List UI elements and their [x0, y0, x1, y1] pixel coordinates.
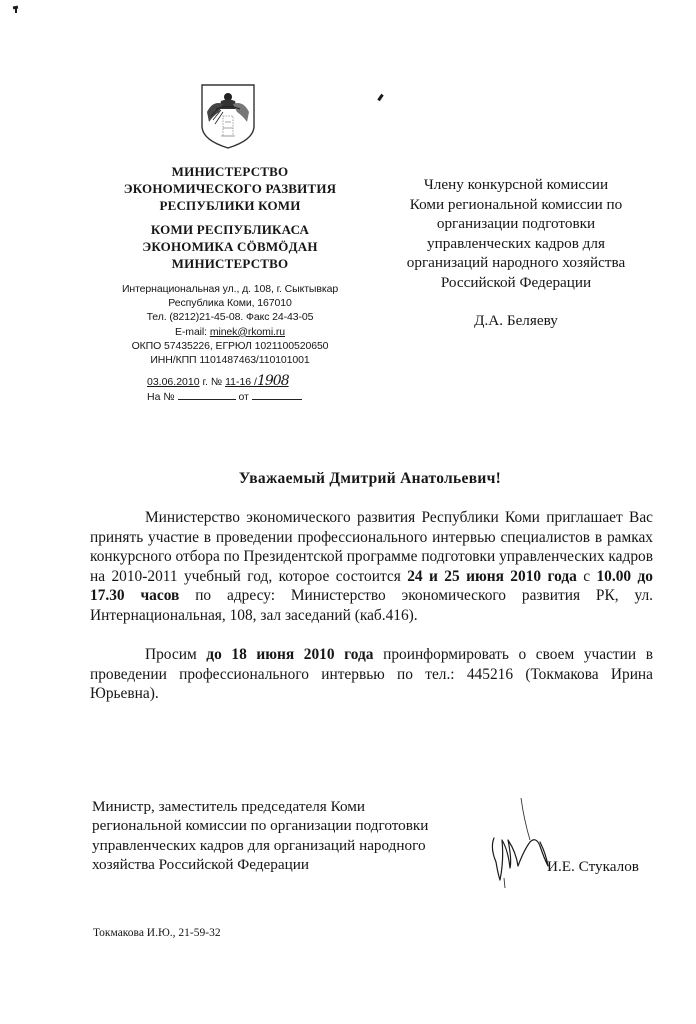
addressee-block: [372, 175, 660, 293]
registration-number-value: 11-16 /: [225, 376, 257, 388]
signer-name: И.Е. Стукалов: [547, 858, 639, 875]
ministry-title-line: КОМИ РЕСПУБЛИКАСА: [150, 222, 310, 237]
reference-label: На №: [147, 391, 175, 403]
phone-fax: Тел. (8212)21-45-08. Факс 24-43-05: [146, 311, 314, 324]
ministry-title-komi: [100, 221, 360, 272]
paragraph-text: проинформировать о своем участии в проведении профессионального интервью по тел.: 445216 (Токмакова Ирина Юрьевна).: [90, 646, 653, 703]
event-dates: 24 и 25 июня 2010 года: [407, 567, 577, 585]
ministry-title-line: ЭКОНОМИЧЕСКОГО РАЗВИТИЯ: [123, 181, 337, 196]
addressee-name: Д.А. Беляеву: [474, 312, 558, 329]
addressee-line: организации подготовки: [436, 215, 596, 233]
komi-coat-of-arms-icon: [199, 82, 257, 150]
signer-position-line: управленческих кадров для организаций народного: [92, 836, 426, 854]
response-deadline: до 18 июня 2010 года: [206, 646, 374, 663]
paragraph-text: Просим: [145, 646, 207, 663]
registration-number: [147, 374, 289, 390]
ministry-title-line: РЕСПУБЛИКИ КОМИ: [159, 198, 301, 213]
signer-position: [92, 797, 452, 875]
paragraph-text: Министерство экономического развития Республики Коми приглашает Вас принять участие в проведении профессионального интервью специалистов в рамках конкурсного отбора по Президентской программе подготовки управленческих кадров на 2010-2011 учебный год, которое состоится: [90, 509, 653, 585]
email-label: E-mail:: [175, 325, 207, 338]
addressee-line: организаций народного хозяйства: [406, 254, 626, 272]
address-line: Республика Коми, 167010: [168, 297, 292, 310]
letter-paragraph-2: [90, 645, 653, 704]
addressee-line: Члену конкурсной комиссии: [423, 176, 609, 193]
address-line: Интернациональная ул., д. 108, г. Сыктывкар: [121, 283, 339, 295]
okpo-ogrn: ОКПО 57435226, ЕГРЮЛ 1021100520650: [131, 339, 329, 352]
inn-kpp: ИНН/КПП 1101487463/110101001: [150, 354, 310, 367]
registration-label: г. №: [202, 376, 223, 388]
letter-paragraph-1: [90, 508, 653, 626]
addressee-line: Коми региональной комиссии по: [409, 195, 623, 213]
ministry-title-line: МИНИСТЕРСТВО: [171, 256, 289, 271]
signer-position-line: региональной комиссии по организации подготовки: [92, 817, 429, 835]
executor-contact: Токмакова И.Ю., 21-59-32: [93, 927, 221, 939]
ministry-contacts: [100, 282, 360, 367]
addressee-line: Российской Федерации: [440, 273, 592, 291]
scan-mark: [377, 94, 383, 101]
email-link[interactable]: minek@rkomi.ru: [209, 325, 285, 338]
event-time: 10.00 до 17.30 часов: [90, 567, 653, 605]
email-line: [100, 325, 360, 339]
paragraph-text: по адресу: Министерство экономического развития РК, ул. Интернациональная, 108, зал заседаний (каб.416).: [90, 587, 653, 624]
signer-position-line: хозяйства Российской Федерации: [92, 856, 309, 874]
reference-date-blank: [252, 390, 302, 400]
ministry-title-line: ЭКОНОМИКА СÖВМÖДАН: [142, 239, 318, 254]
greeting: Уважаемый Дмитрий Анатольевич!: [238, 470, 502, 487]
registration-date: 03.06.2010: [147, 376, 200, 388]
handwritten-number: 1908: [256, 373, 289, 389]
addressee-line: управленческих кадров для: [427, 234, 605, 252]
reference-from-label: от: [238, 391, 249, 403]
reference-line: [147, 390, 302, 405]
scan-mark: [15, 8, 17, 13]
signer-position-line: Министр, заместитель председателя Коми: [92, 798, 365, 815]
ministry-title-ru: [100, 163, 360, 214]
ministry-title-line: МИНИСТЕРСТВО: [171, 164, 289, 179]
paragraph-text: с: [576, 567, 597, 585]
reference-number-blank: [178, 390, 236, 400]
